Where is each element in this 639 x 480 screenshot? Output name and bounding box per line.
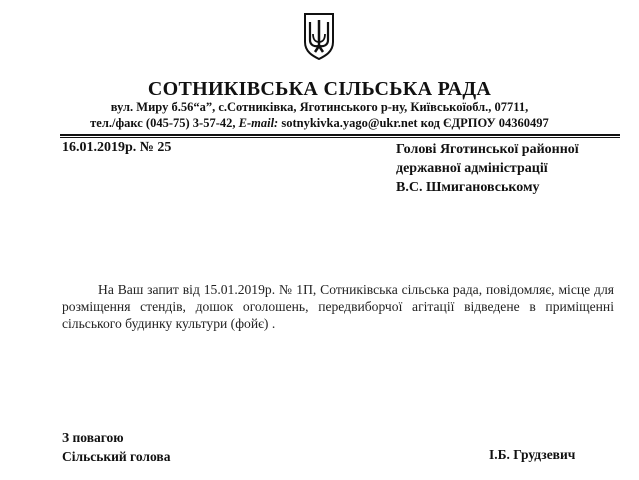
closing-position: Сільський голова (62, 449, 171, 464)
recipient-line-2: державної адміністрації (396, 161, 548, 176)
contact-line (0, 116, 639, 131)
closing-block (62, 428, 170, 466)
header-divider-thin (60, 137, 620, 138)
letter-body: На Ваш запит від 15.01.2019р. № 1П, Сотниківська сільська рада, повідомляє, місце для розміщення стендів, дошок оголошень, передвиборчої агітації відведене в приміщенні сільського будинку культури (фойє) . (62, 282, 614, 331)
address-line: вул. Миру б.56“а”, с.Сотниківка, Яготинського р-ну, Київськоїобл., 07711, (110, 100, 529, 114)
letter-date-number: 16.01.2019р. № 25 (62, 140, 172, 155)
recipient-block (396, 140, 579, 197)
phone-fax: тел./факс (045-75) 3-57-42, (90, 116, 236, 130)
organization-name: СОТНИКІВСЬКА СІЛЬСЬКА РАДА (147, 78, 492, 100)
recipient-line-3: В.С. Шмигановському (396, 180, 540, 195)
recipient-line-1: Голові Яготинської районної (396, 142, 579, 157)
closing-regards: З повагою (62, 430, 124, 445)
email-and-code: sotnykivka.yago@ukr.net код ЄДРПОУ 04360497 (281, 116, 549, 130)
trident-coat-of-arms-icon (303, 12, 335, 60)
header-divider-thick (60, 134, 620, 136)
signatory-name: І.Б. Грудзевич (489, 447, 576, 462)
email-label: E-mail: (238, 116, 279, 130)
